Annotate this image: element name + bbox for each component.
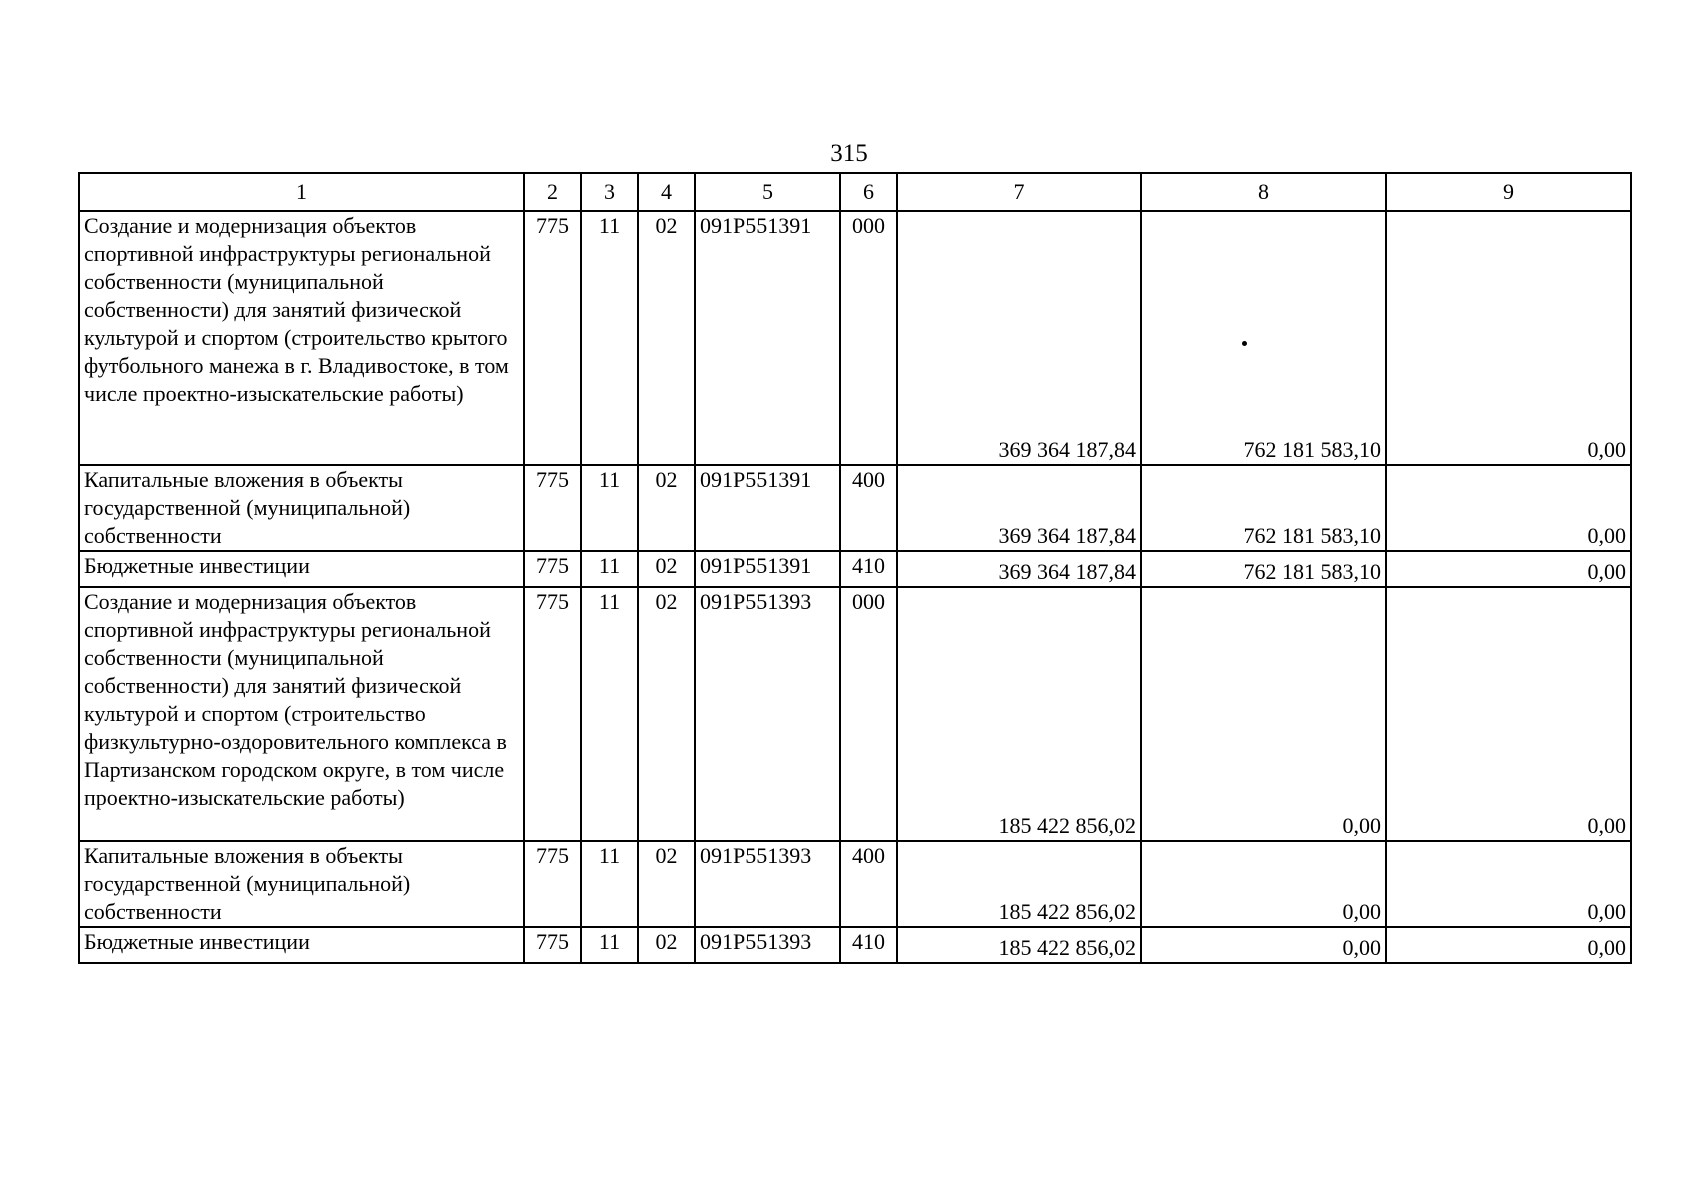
row-code-6: 000 <box>840 587 897 841</box>
row-value-7: 369 364 187,84 <box>897 551 1141 587</box>
row-value-9: 0,00 <box>1386 551 1631 587</box>
header-cell-8: 8 <box>1141 173 1386 211</box>
row-code-5: 091P551391 <box>695 211 840 465</box>
row-value-7: 185 422 856,02 <box>897 587 1141 841</box>
row-code-2: 775 <box>524 927 581 963</box>
row-code-5: 091P551393 <box>695 927 840 963</box>
scan-speck <box>1242 341 1247 346</box>
row-code-5: 091P551391 <box>695 465 840 551</box>
table-row <box>79 587 1631 841</box>
row-value-7: 369 364 187,84 <box>897 465 1141 551</box>
row-code-2: 775 <box>524 465 581 551</box>
row-code-6: 410 <box>840 551 897 587</box>
row-code-4: 02 <box>638 927 695 963</box>
row-code-3: 11 <box>581 465 638 551</box>
row-name: Капитальные вложения в объекты государственной (муниципальной) собственности <box>79 465 524 551</box>
header-cell-6: 6 <box>840 173 897 211</box>
row-value-8: 762 181 583,10 <box>1141 211 1386 465</box>
row-value-7: 185 422 856,02 <box>897 927 1141 963</box>
row-name: Бюджетные инвестиции <box>79 551 524 587</box>
header-cell-7: 7 <box>897 173 1141 211</box>
header-cell-9: 9 <box>1386 173 1631 211</box>
row-value-8: 0,00 <box>1141 927 1386 963</box>
header-row <box>79 173 1631 211</box>
row-value-7: 369 364 187,84 <box>897 211 1141 465</box>
header-cell-3: 3 <box>581 173 638 211</box>
budget-table <box>78 172 1632 964</box>
row-code-4: 02 <box>638 841 695 927</box>
row-value-9: 0,00 <box>1386 587 1631 841</box>
row-code-5: 091P551391 <box>695 551 840 587</box>
row-code-2: 775 <box>524 211 581 465</box>
row-code-5: 091P551393 <box>695 587 840 841</box>
row-value-9: 0,00 <box>1386 211 1631 465</box>
row-code-4: 02 <box>638 587 695 841</box>
row-code-4: 02 <box>638 551 695 587</box>
row-code-6: 400 <box>840 465 897 551</box>
header-cell-4: 4 <box>638 173 695 211</box>
header-cell-5: 5 <box>695 173 840 211</box>
row-name: Создание и модернизация объектов спортивной инфраструктуры региональной собственности (муниципальной собственности) для занятий физической культурой и спортом (строительство физкультурно-оздоровительного комплекса в Партизанском городском округе, в том числе проектно-изыскательские работы) <box>79 587 524 841</box>
row-code-6: 400 <box>840 841 897 927</box>
row-code-3: 11 <box>581 927 638 963</box>
row-value-9: 0,00 <box>1386 927 1631 963</box>
table-row <box>79 551 1631 587</box>
row-value-8: 762 181 583,10 <box>1141 551 1386 587</box>
row-code-5: 091P551393 <box>695 841 840 927</box>
row-name: Капитальные вложения в объекты государственной (муниципальной) собственности <box>79 841 524 927</box>
row-name: Создание и модернизация объектов спортивной инфраструктуры региональной собственности (муниципальной собственности) для занятий физической культурой и спортом (строительство крытого футбольного манежа в г. Владивостоке, в том числе проектно-изыскательские работы) <box>79 211 524 465</box>
row-code-3: 11 <box>581 551 638 587</box>
row-code-3: 11 <box>581 211 638 465</box>
row-value-9: 0,00 <box>1386 841 1631 927</box>
row-value-8: 0,00 <box>1141 841 1386 927</box>
table-row <box>79 465 1631 551</box>
row-code-6: 410 <box>840 927 897 963</box>
row-name: Бюджетные инвестиции <box>79 927 524 963</box>
table-row <box>79 841 1631 927</box>
row-code-3: 11 <box>581 587 638 841</box>
row-code-6: 000 <box>840 211 897 465</box>
row-value-8: 0,00 <box>1141 587 1386 841</box>
row-value-9: 0,00 <box>1386 465 1631 551</box>
page-number: 315 <box>830 140 868 167</box>
row-code-2: 775 <box>524 551 581 587</box>
header-cell-1: 1 <box>79 173 524 211</box>
header-cell-2: 2 <box>524 173 581 211</box>
table-row <box>79 927 1631 963</box>
row-value-7: 185 422 856,02 <box>897 841 1141 927</box>
row-code-4: 02 <box>638 465 695 551</box>
row-value-8: 762 181 583,10 <box>1141 465 1386 551</box>
row-code-2: 775 <box>524 587 581 841</box>
table-row <box>79 211 1631 465</box>
row-code-4: 02 <box>638 211 695 465</box>
row-code-3: 11 <box>581 841 638 927</box>
row-code-2: 775 <box>524 841 581 927</box>
